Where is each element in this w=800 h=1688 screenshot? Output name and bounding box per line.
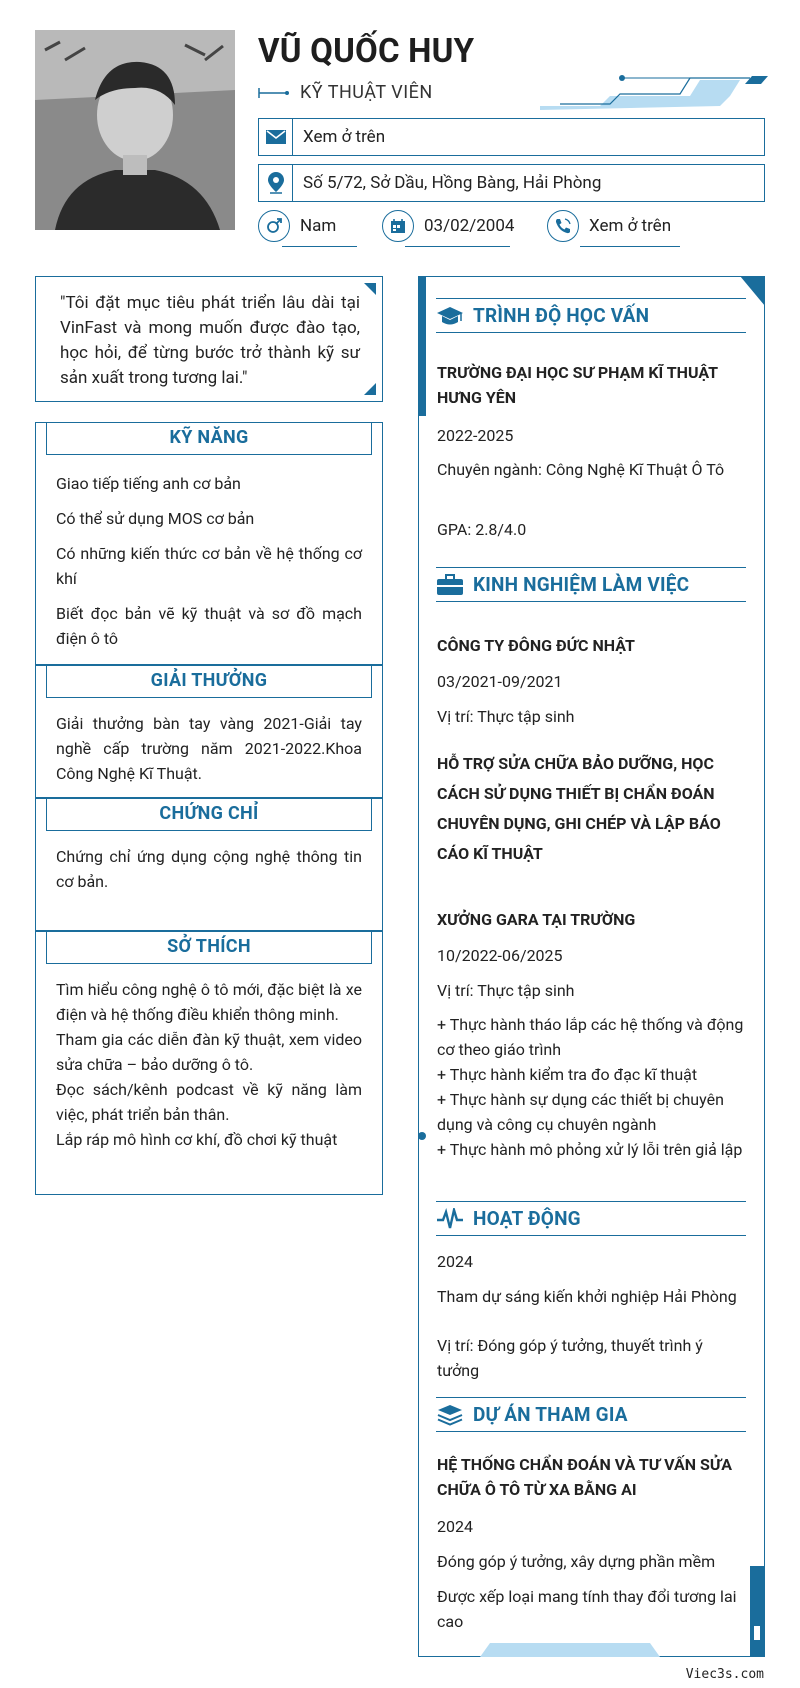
birthday-info — [382, 210, 514, 242]
hobby-item: Đọc sách/kênh podcast về kỹ năng làm việc, phát triển bản thân. — [56, 1080, 362, 1124]
awards-text: Giải thưởng bàn tay vàng 2021-Giải tay nghề cấp trường năm 2021-2022.Khoa Công Nghệ Kĩ Thuật. — [56, 714, 362, 783]
location-pin-icon — [268, 172, 284, 194]
education-major: Chuyên ngành: Công Nghệ Kĩ Thuật Ô Tô — [437, 460, 725, 479]
skill-item: Có thể sử dụng MOS cơ bản — [56, 509, 255, 528]
frame-decoration-icon — [470, 1643, 670, 1657]
email-value: Xem ở trên — [303, 127, 386, 147]
skills-section — [35, 422, 383, 665]
hobbies-title: SỞ THÍCH — [46, 931, 372, 964]
certificates-section — [35, 798, 383, 931]
objective-text: "Tôi đặt mục tiêu phát triển lâu dài tại VinFast và mong muốn được đào tạo, học hỏi, để từng bước trở thành kỹ sư sản xuất trong tương lai." — [60, 293, 360, 388]
gender-value: Nam — [300, 216, 337, 236]
project-name: HỆ THỐNG CHẨN ĐOÁN VÀ TƯ VẤN SỬA CHỮA Ô TÔ TỪ XA BẰNG AI — [437, 1455, 733, 1499]
experience-header — [436, 567, 746, 602]
candidate-name: VŨ QUỐC HUY — [258, 32, 475, 71]
job-bullet: + Thực hành tháo lắp các hệ thống và động cơ theo giáo trình — [437, 1015, 744, 1059]
activities-title: HOẠT ĐỘNG — [473, 1207, 581, 1230]
phone-icon — [554, 217, 572, 235]
project-year: 2024 — [437, 1517, 473, 1536]
education-period: 2022-2025 — [437, 426, 514, 445]
job-period: 10/2022-06/2025 — [437, 946, 563, 965]
hobbies-section — [35, 931, 383, 1195]
company-name: CÔNG TY ĐÔNG ĐỨC NHẬT — [437, 636, 635, 655]
skill-item: Biết đọc bản vẽ kỹ thuật và sơ đồ mạch điện ô tô — [56, 604, 362, 648]
birthday-value: 03/02/2004 — [424, 216, 515, 236]
school-name: TRƯỜNG ĐẠI HỌC SƯ PHẠM KĨ THUẬT HƯNG YÊN — [437, 363, 718, 407]
activities-header — [436, 1201, 746, 1236]
job-bullet: + Thực hành sự dụng các thiết bị chuyên dụng và công cụ chuyên ngành — [437, 1090, 724, 1134]
education-gpa: GPA: 2.8/4.0 — [437, 520, 527, 539]
certificates-title: CHỨNG CHỈ — [46, 798, 372, 831]
job-position: Vị trí: Thực tập sinh — [437, 981, 575, 1000]
project-result: Được xếp loại mang tính thay đổi tương lai cao — [437, 1587, 737, 1631]
awards-section — [35, 665, 383, 798]
footer-watermark: Viec3s.com — [685, 1667, 764, 1682]
email-field — [258, 118, 765, 156]
awards-title: GIẢI THƯỞNG — [46, 665, 372, 698]
phone-info — [547, 210, 671, 242]
frame-decoration-icon — [412, 276, 432, 1657]
hobby-item: Tham gia các diễn đàn kỹ thuật, xem video sửa chữa – bảo dưỡng ô tô. — [56, 1030, 362, 1074]
career-objective — [35, 276, 383, 402]
address-field — [258, 164, 765, 202]
job-period: 03/2021-09/2021 — [437, 672, 563, 691]
phone-value: Xem ở trên — [589, 216, 672, 236]
job-position: Vị trí: Thực tập sinh — [437, 707, 575, 726]
certificates-text: Chứng chỉ ứng dụng cộng nghệ thông tin cơ bản. — [56, 847, 362, 891]
hobby-item: Tìm hiểu công nghệ ô tô mới, đặc biệt là xe điện và hệ thống điều khiển thông minh. — [56, 980, 362, 1024]
company-name: XƯỞNG GARA TẠI TRƯỜNG — [437, 910, 636, 929]
activity-year: 2024 — [437, 1252, 473, 1271]
projects-title: DỰ ÁN THAM GIA — [473, 1403, 628, 1426]
gender-icon — [265, 217, 283, 235]
calendar-icon — [389, 217, 407, 235]
pulse-icon — [437, 1208, 463, 1230]
project-contribution: Đóng góp ý tưởng, xây dựng phần mềm — [437, 1552, 716, 1571]
hobby-item: Lắp ráp mô hình cơ khí, đồ chơi kỹ thuật — [56, 1130, 338, 1149]
avatar — [35, 30, 235, 230]
layers-icon — [437, 1404, 463, 1426]
activity-name: Tham dự sáng kiến khởi nghiệp Hải Phòng — [437, 1287, 737, 1306]
job-title: KỸ THUẬT VIÊN — [300, 82, 433, 103]
circuit-decoration-icon — [540, 74, 770, 114]
projects-header — [436, 1397, 746, 1432]
envelope-icon — [266, 130, 286, 144]
activity-role: Vị trí: Đóng góp ý tưởng, thuyết trình ý tưởng — [437, 1336, 703, 1380]
gender-info — [258, 210, 336, 242]
job-bullet: + Thực hành kiểm tra đo đạc kĩ thuật — [437, 1065, 698, 1084]
job-bullet: + Thực hành mô phỏng xử lý lỗi trên giả lập — [437, 1140, 743, 1159]
skills-title: KỸ NĂNG — [46, 422, 372, 455]
job-bullet-list — [437, 1012, 747, 1162]
briefcase-icon — [437, 574, 463, 596]
education-header — [436, 298, 746, 333]
experience-title: KINH NGHIỆM LÀM VIỆC — [473, 573, 690, 596]
graduation-cap-icon — [437, 305, 463, 327]
skill-item: Có những kiến thức cơ bản về hệ thống cơ khí — [56, 544, 362, 588]
education-title: TRÌNH ĐỘ HỌC VẤN — [473, 304, 650, 327]
arrow-line-icon — [258, 86, 290, 100]
skill-item: Giao tiếp tiếng anh cơ bản — [56, 474, 241, 493]
address-value: Số 5/72, Sở Dầu, Hồng Bàng, Hải Phòng — [303, 173, 602, 193]
job-title-row — [258, 82, 433, 103]
job-description: HỖ TRỢ SỬA CHỮA BẢO DƯỠNG, HỌC CÁCH SỬ DỤNG THIẾT BỊ CHẨN ĐOÁN CHUYÊN DỤNG, GHI CHÉP VÀ LẬP BÁO CÁO KĨ THUẬT — [437, 754, 721, 863]
